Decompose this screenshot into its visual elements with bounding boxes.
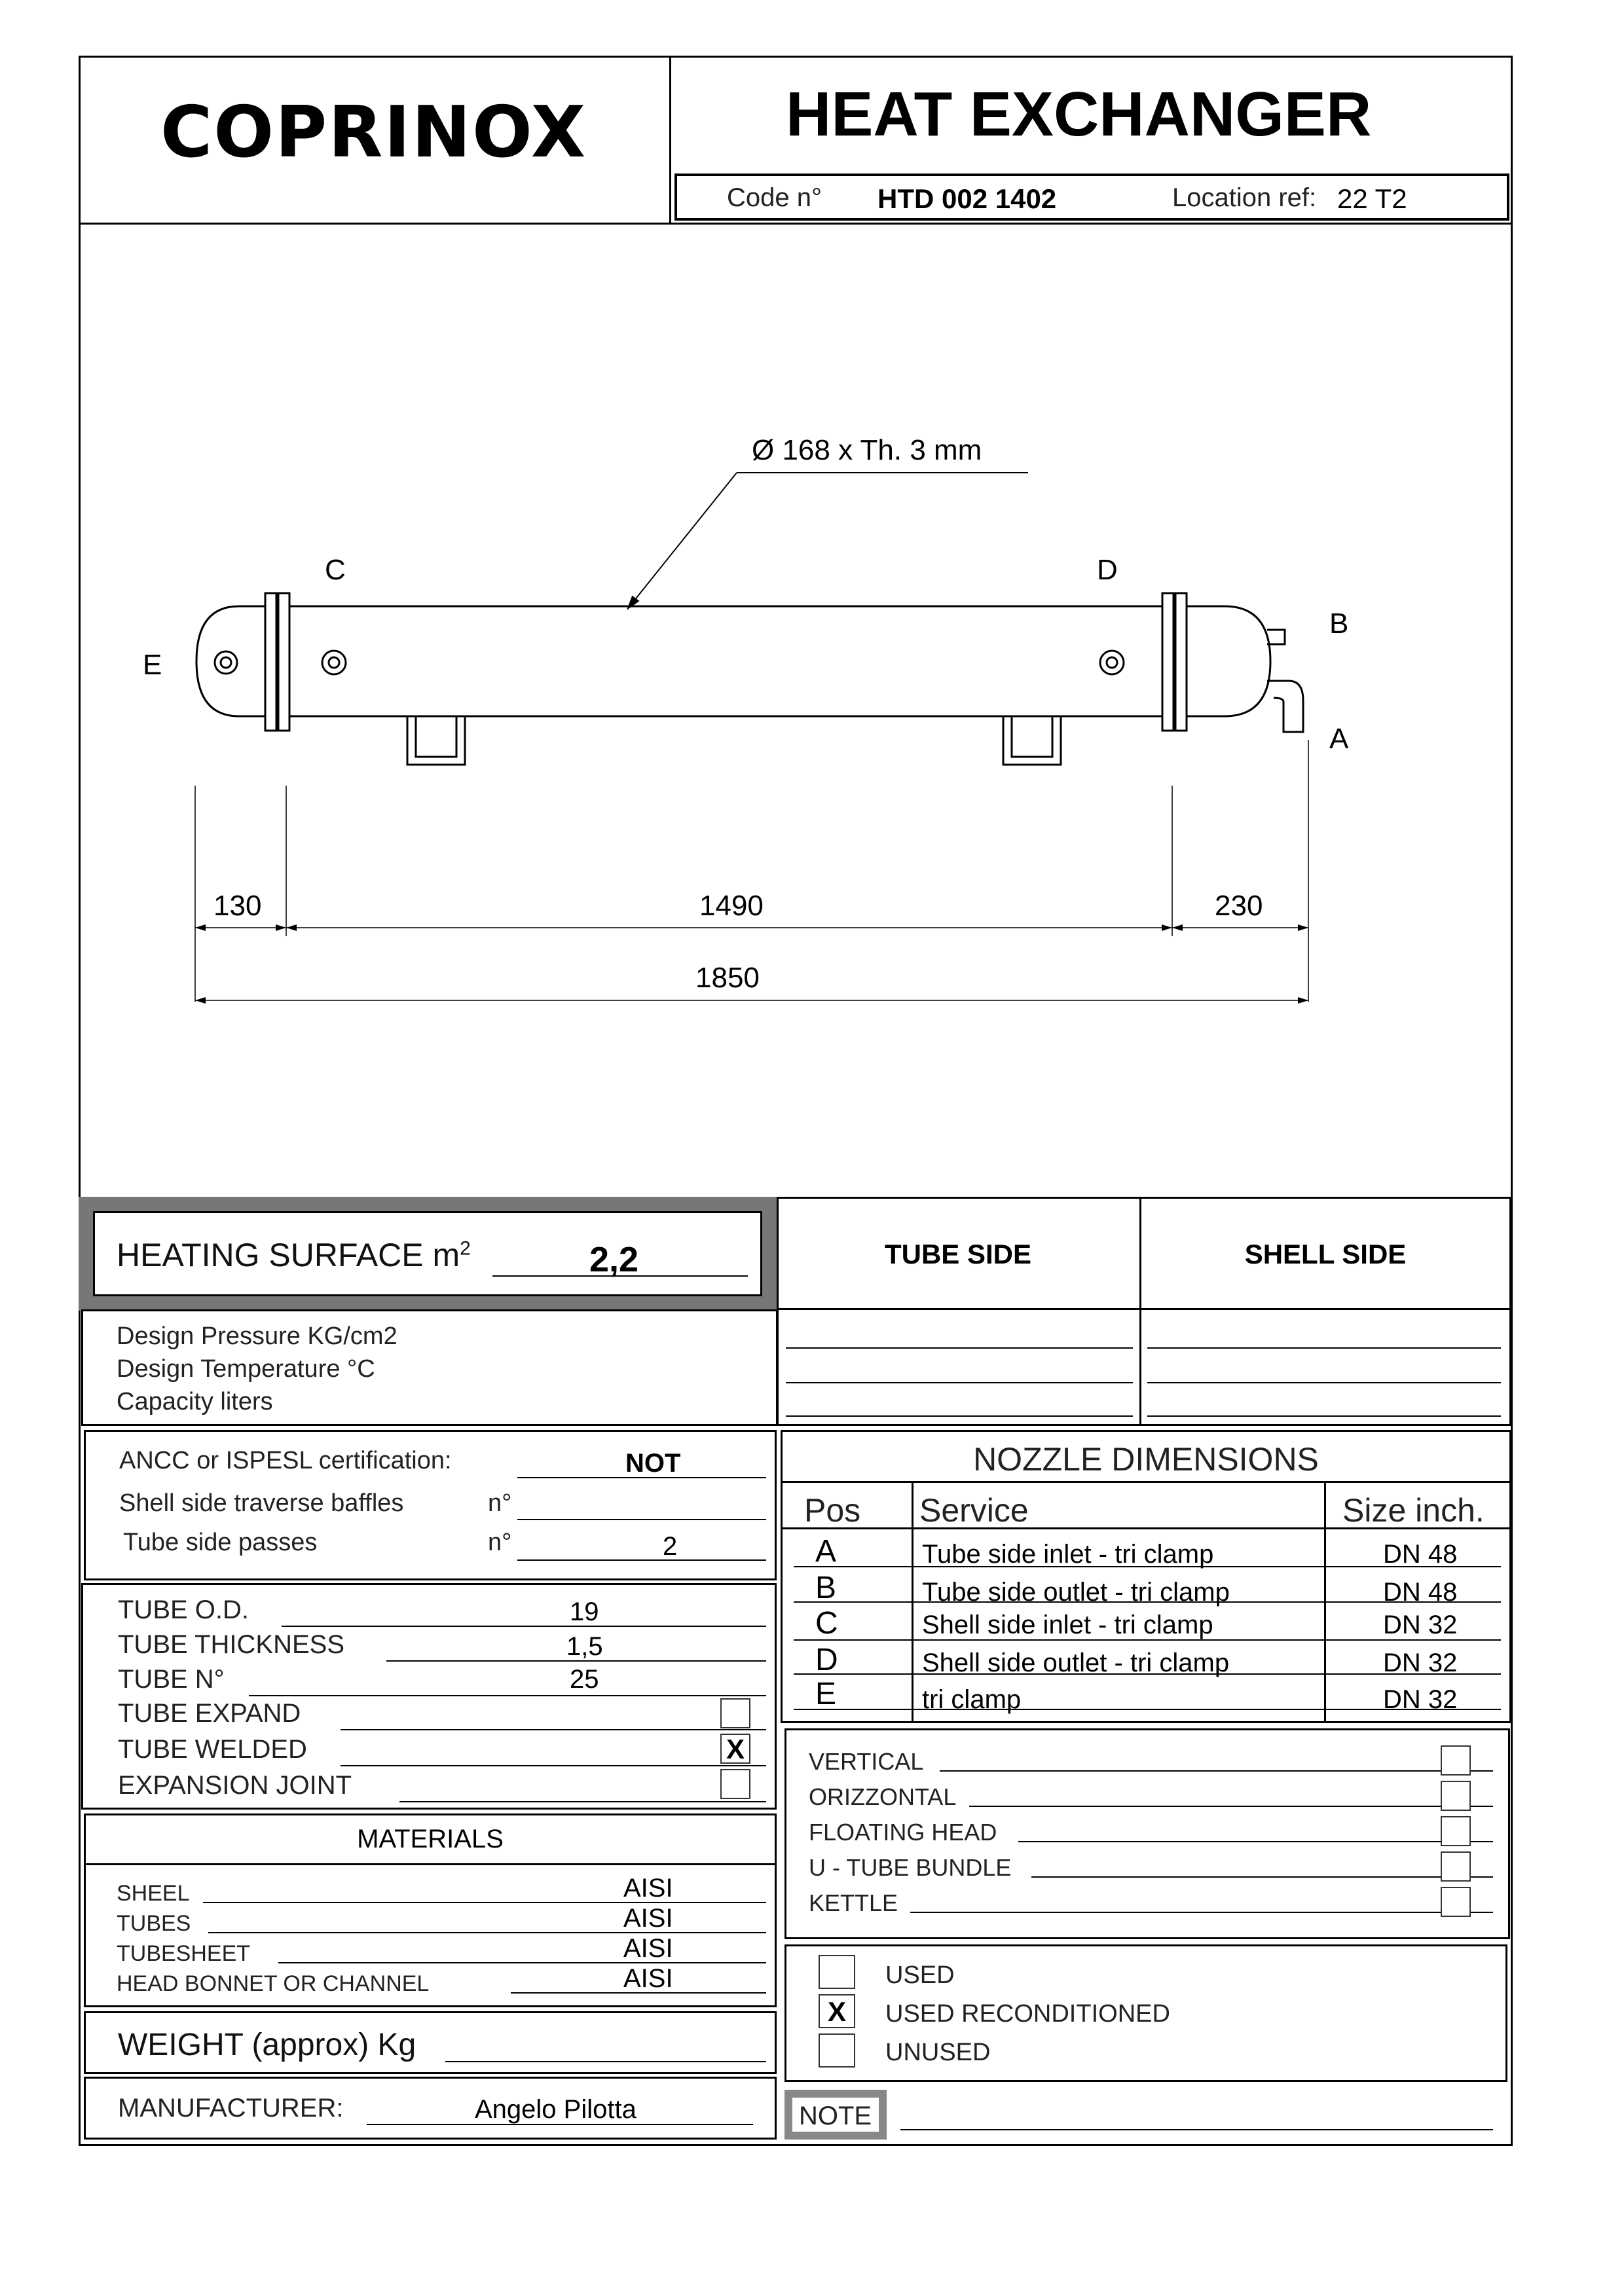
passes-n: n° xyxy=(488,1529,512,1556)
nozzle-service: Shell side inlet - tri clamp xyxy=(922,1611,1213,1639)
material-label-head: HEAD BONNET OR CHANNEL xyxy=(117,1971,430,1996)
type-u-tube-checkbox[interactable] xyxy=(1441,1851,1471,1882)
nozzle-label-e: E xyxy=(143,649,162,681)
tube-welded-label: TUBE WELDED xyxy=(118,1735,307,1764)
type-horizontal-line xyxy=(969,1806,1493,1807)
nozzle-pos: A xyxy=(815,1534,837,1569)
nozzle-label-d: D xyxy=(1097,554,1118,586)
condition-reconditioned-checkbox[interactable]: X xyxy=(819,1994,855,2028)
material-value-tubes: AISI xyxy=(623,1904,673,1933)
tube-od-value: 19 xyxy=(570,1597,599,1626)
manufacturer-label: MANUFACTURER: xyxy=(118,2094,344,2123)
shell-side-header: SHELL SIDE xyxy=(1244,1239,1407,1269)
type-u-tube-label: U - TUBE BUNDLE xyxy=(809,1854,1012,1881)
shell-side-line-3 xyxy=(1147,1415,1501,1417)
baffles-label: Shell side traverse baffles xyxy=(119,1489,404,1517)
nozzle-pos: C xyxy=(815,1606,838,1641)
condition-used-label: USED xyxy=(885,1961,955,1989)
ancc-label: ANCC or ISPESL certification: xyxy=(119,1447,452,1474)
nozzle-label-a: A xyxy=(1329,723,1349,755)
tube-welded-checkbox[interactable]: X xyxy=(720,1734,750,1764)
tube-expand-checkbox[interactable] xyxy=(720,1698,750,1728)
document-title: HEAT EXCHANGER xyxy=(786,79,1372,149)
condition-reconditioned-label: USED RECONDITIONED xyxy=(885,2000,1170,2028)
type-floating-head-line xyxy=(1018,1841,1493,1842)
nozzle-size: DN 48 xyxy=(1383,1540,1458,1569)
sides-header-line xyxy=(777,1308,1511,1310)
nozzle-size: DN 32 xyxy=(1383,1685,1458,1714)
nozzle-header-pos: Pos xyxy=(804,1492,861,1529)
nozzle-size: DN 32 xyxy=(1383,1649,1458,1677)
materials-title: MATERIALS xyxy=(357,1825,504,1853)
material-value-shell: AISI xyxy=(623,1874,673,1903)
tube-side-line-3 xyxy=(786,1415,1133,1417)
nozzle-row-line xyxy=(794,1709,1501,1710)
heating-surface-value: 2,2 xyxy=(589,1240,639,1279)
tube-side-line-2 xyxy=(786,1382,1133,1383)
shell-dimension-text: Ø 168 x Th. 3 mm xyxy=(752,434,982,466)
tube-side-line-1 xyxy=(786,1347,1133,1349)
nozzle-size: DN 48 xyxy=(1383,1578,1458,1607)
dim-right: 230 xyxy=(1215,890,1263,922)
note-line xyxy=(900,2129,1493,2130)
code-value: HTD 002 1402 xyxy=(877,183,1057,214)
design-temperature-label: Design Temperature °C xyxy=(117,1355,375,1383)
material-line-tubesheet xyxy=(278,1962,766,1963)
nozzle-label-b: B xyxy=(1329,608,1349,640)
tube-thickness-label: TUBE THICKNESS xyxy=(118,1630,344,1659)
type-vertical-checkbox[interactable] xyxy=(1441,1745,1471,1776)
type-floating-head-label: FLOATING HEAD xyxy=(809,1819,997,1846)
sides-table xyxy=(777,1197,1511,1426)
material-label-shell: SHEEL xyxy=(117,1881,190,1906)
type-horizontal-checkbox[interactable] xyxy=(1441,1781,1471,1811)
company-logo: COPRINOX xyxy=(160,92,587,173)
type-horizontal-label: ORIZZONTAL xyxy=(809,1783,957,1810)
nozzle-title: NOZZLE DIMENSIONS xyxy=(973,1441,1319,1478)
tube-welded-line xyxy=(341,1765,766,1766)
material-value-tubesheet: AISI xyxy=(623,1934,673,1963)
nozzle-row-line xyxy=(794,1601,1501,1603)
capacity-label: Capacity liters xyxy=(117,1388,273,1415)
tube-expand-line xyxy=(341,1729,766,1730)
nozzle-pos: E xyxy=(815,1677,837,1711)
tube-expand-label: TUBE EXPAND xyxy=(118,1699,301,1728)
nozzle-row-line xyxy=(794,1673,1501,1675)
material-value-head: AISI xyxy=(623,1964,673,1993)
type-floating-head-checkbox[interactable] xyxy=(1441,1816,1471,1846)
condition-unused-label: UNUSED xyxy=(885,2039,991,2066)
tube-thickness-value: 1,5 xyxy=(566,1632,603,1661)
heating-surface-label: HEATING SURFACE $m^2$ xyxy=(117,1237,471,1273)
shell-side-line-1 xyxy=(1147,1347,1501,1349)
code-label: Code n° xyxy=(727,183,822,212)
ancc-value: NOT xyxy=(625,1449,681,1478)
passes-line xyxy=(517,1559,766,1561)
type-kettle-line xyxy=(910,1912,1493,1913)
type-u-tube-line xyxy=(1031,1876,1493,1878)
nozzle-service: Tube side inlet - tri clamp xyxy=(922,1540,1214,1569)
type-vertical-label: VERTICAL xyxy=(809,1748,924,1775)
condition-unused-checkbox[interactable] xyxy=(819,2033,855,2068)
nozzle-label-c: C xyxy=(325,554,346,586)
nozzle-header-size: Size inch. xyxy=(1342,1492,1485,1529)
material-line-tubes xyxy=(208,1932,766,1933)
manufacturer-value: Angelo Pilotta xyxy=(475,2095,637,2124)
baffles-line xyxy=(517,1519,766,1520)
shell-side-line-2 xyxy=(1147,1382,1501,1383)
tube-side-header: TUBE SIDE xyxy=(884,1239,1032,1269)
sides-divider xyxy=(1139,1197,1141,1426)
dim-left: 130 xyxy=(213,890,262,922)
dim-total: 1850 xyxy=(695,962,760,994)
nozzle-service: Shell side outlet - tri clamp xyxy=(922,1649,1230,1677)
type-vertical-line xyxy=(940,1770,1493,1772)
tube-od-line xyxy=(282,1626,766,1627)
nozzle-service: Tube side outlet - tri clamp xyxy=(922,1578,1230,1607)
passes-label: Tube side passes xyxy=(123,1529,318,1556)
nozzle-header-service: Service xyxy=(919,1492,1029,1529)
location-label: Location ref: xyxy=(1172,183,1317,212)
note-label: NOTE xyxy=(799,2102,872,2130)
nozzle-row-line xyxy=(794,1566,1501,1567)
type-kettle-checkbox[interactable] xyxy=(1441,1887,1471,1917)
tube-od-label: TUBE O.D. xyxy=(118,1595,249,1624)
nozzle-title-line xyxy=(781,1481,1511,1483)
location-value: 22 T2 xyxy=(1337,183,1407,214)
nozzle-pos: D xyxy=(815,1643,838,1677)
weight-label: WEIGHT (approx) Kg xyxy=(118,2028,416,2062)
dim-middle: 1490 xyxy=(699,890,764,922)
nozzle-row-line xyxy=(794,1639,1501,1641)
expansion-joint-line xyxy=(399,1801,766,1802)
design-pressure-label: Design Pressure KG/cm2 xyxy=(117,1322,397,1350)
materials-header-line xyxy=(84,1863,777,1865)
nozzle-pos: B xyxy=(815,1571,837,1605)
type-kettle-label: KETTLE xyxy=(809,1889,898,1916)
expansion-joint-label: EXPANSION JOINT xyxy=(118,1771,352,1800)
material-line-shell xyxy=(203,1902,766,1903)
condition-used-checkbox[interactable] xyxy=(819,1955,855,1989)
material-label-tubes: TUBES xyxy=(117,1911,191,1936)
tube-n-value: 25 xyxy=(570,1665,599,1694)
weight-line xyxy=(445,2061,766,2062)
material-label-tubesheet: TUBESHEET xyxy=(117,1941,251,1966)
nozzle-service: tri clamp xyxy=(922,1685,1022,1714)
tube-n-line xyxy=(249,1695,766,1696)
nozzle-size: DN 32 xyxy=(1383,1611,1458,1639)
tube-n-label: TUBE N° xyxy=(118,1665,225,1694)
baffles-n: n° xyxy=(488,1489,512,1517)
expansion-joint-checkbox[interactable] xyxy=(720,1769,750,1799)
passes-value: 2 xyxy=(663,1532,678,1561)
